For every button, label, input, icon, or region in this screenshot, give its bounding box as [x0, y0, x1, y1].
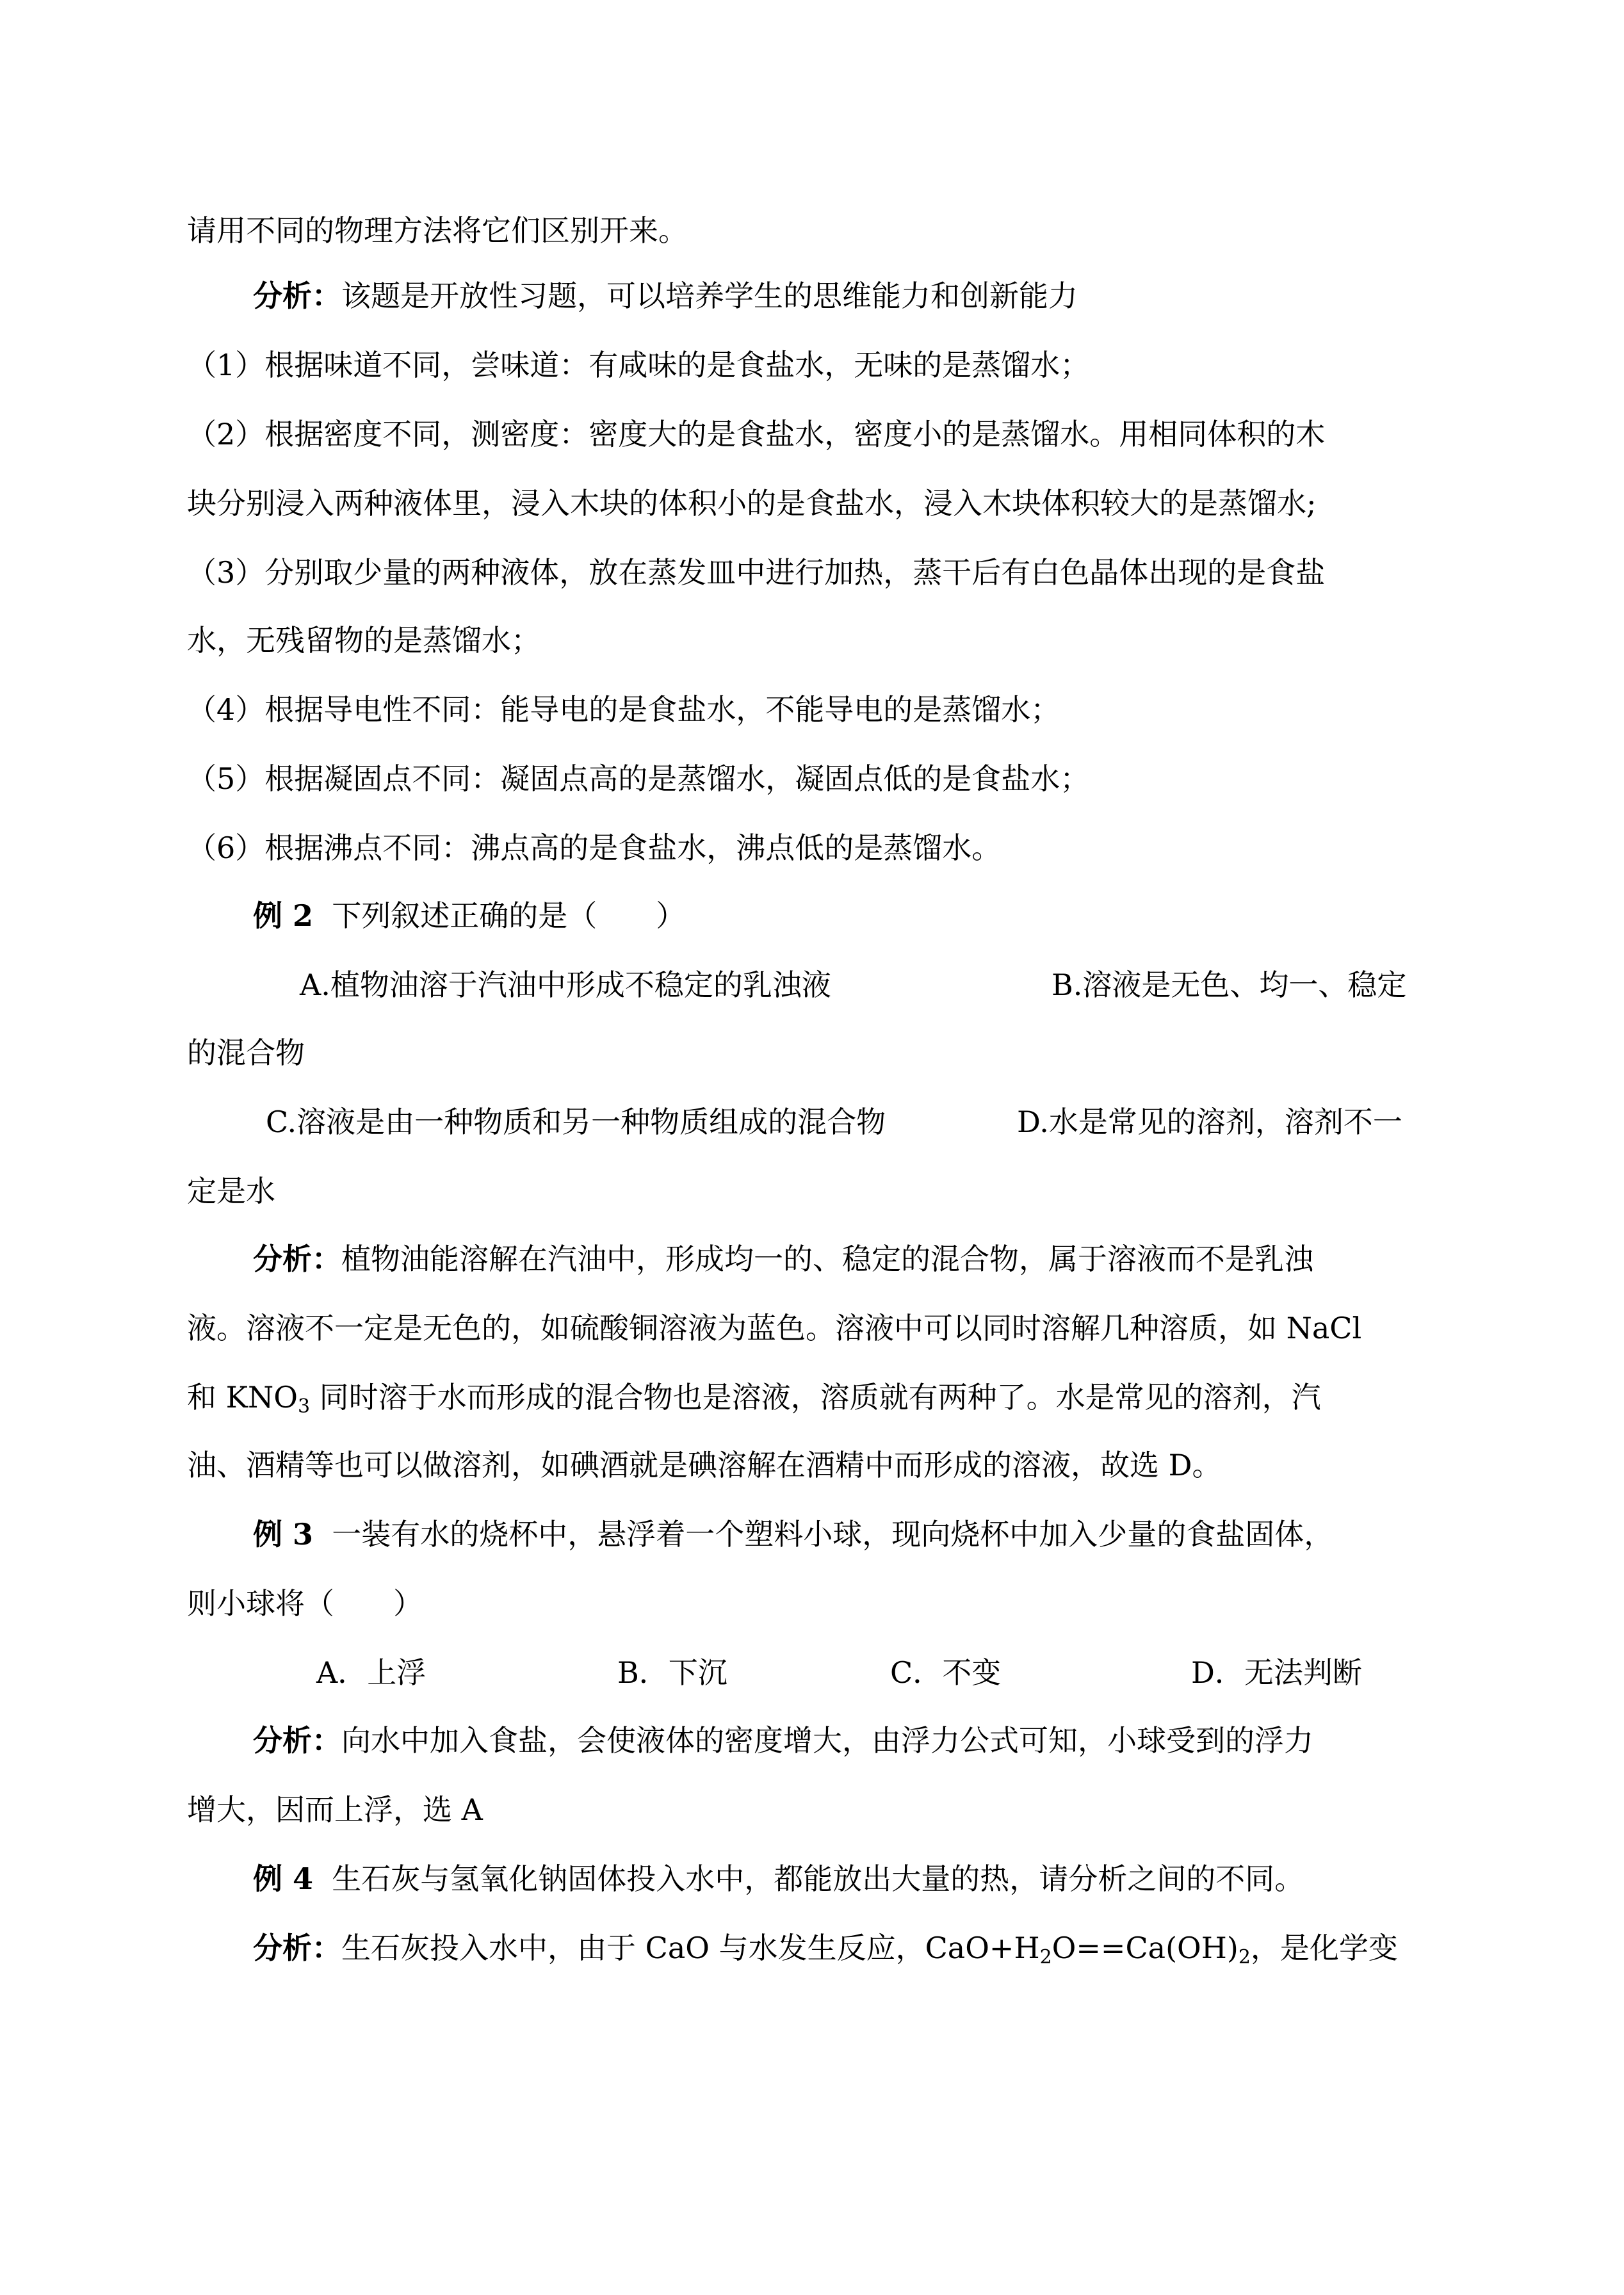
- text-line: 液。溶液不一定是无色的，如硫酸铜溶液为蓝色。溶液中可以同时溶解几种溶质，如 NaCl: [187, 1311, 1362, 1345]
- option-a: A．上浮: [316, 1655, 426, 1690]
- subscript: 2: [1238, 1946, 1251, 1968]
- analysis-paragraph: 分析：植物油能溶解在汽油中，形成均一的、稳定的混合物，属于溶液而不是乳浊: [253, 1242, 1313, 1276]
- option-b: B.溶液是无色、均一、稳定: [1052, 968, 1407, 1002]
- text-line: 增大，因而上浮，选 A: [187, 1792, 483, 1827]
- text-line: 定是水: [187, 1174, 275, 1208]
- example-3-label: 例 3: [253, 1517, 314, 1552]
- example-4-label: 例 4: [253, 1861, 314, 1896]
- example-2-question: 例 2 下列叙述正确的是（ ）: [253, 898, 686, 933]
- analysis-label: 分析：: [253, 279, 341, 313]
- option-b: B．下沉: [617, 1655, 727, 1690]
- text-line: 油、酒精等也可以做溶剂，如碘酒就是碘溶解在酒精中而形成的溶液，故选 D。: [187, 1448, 1222, 1482]
- option-d: D.水是常见的溶剂，溶剂不一: [1017, 1105, 1402, 1139]
- text-line: （6）根据沸点不同：沸点高的是食盐水，沸点低的是蒸馏水。: [187, 831, 1002, 865]
- example-4-question: 例 4 生石灰与氢氧化钠固体投入水中，都能放出大量的热，请分析之间的不同。: [253, 1861, 1304, 1896]
- text-line: 的混合物: [187, 1035, 305, 1070]
- text-line: 水，无残留物的是蒸馏水；: [187, 623, 540, 658]
- subscript: 2: [1039, 1946, 1052, 1968]
- analysis-paragraph: 分析：该题是开放性习题，可以培养学生的思维能力和创新能力: [253, 279, 1078, 313]
- analysis-label: 分析：: [253, 1242, 341, 1276]
- text-line: 请用不同的物理方法将它们区别开来。: [187, 213, 688, 248]
- option-c: C.溶液是由一种物质和另一种物质组成的混合物: [266, 1105, 886, 1139]
- subscript: 3: [297, 1395, 311, 1418]
- text-line: （4）根据导电性不同：能导电的是食盐水，不能导电的是蒸馏水；: [187, 692, 1060, 727]
- option-a: A.植物油溶于汽油中形成不稳定的乳浊液: [300, 968, 831, 1002]
- option-d: D．无法判断: [1191, 1655, 1362, 1690]
- example-2-label: 例 2: [253, 898, 314, 933]
- option-c: C．不变: [890, 1655, 1002, 1690]
- analysis-label: 分析：: [253, 1723, 341, 1758]
- text-line: 块分别浸入两种液体里，浸入木块的体积小的是食盐水，浸入木块体积较大的是蒸馏水;: [187, 486, 1317, 521]
- text-line: （1）根据味道不同，尝味道：有咸味的是食盐水，无味的是蒸馏水；: [187, 348, 1090, 382]
- analysis-label: 分析：: [253, 1931, 341, 1965]
- analysis-paragraph: 分析：向水中加入食盐，会使液体的密度增大，由浮力公式可知，小球受到的浮力: [253, 1723, 1313, 1758]
- text-line: （3）分别取少量的两种液体，放在蒸发皿中进行加热，蒸干后有白色晶体出现的是食盐: [187, 555, 1326, 590]
- analysis-paragraph: 分析：生石灰投入水中，由于 CaO 与水发生反应，$CaO+H_2O==Ca(OH)_2$，是化学变: [253, 1931, 1398, 1968]
- text-line: （5）根据凝固点不同：凝固点高的是蒸馏水，凝固点低的是食盐水；: [187, 761, 1090, 796]
- text-line: 则小球将（ ）: [187, 1586, 423, 1621]
- text-line: 和 $KNO_3$ 同时溶于水而形成的混合物也是溶液，溶质就有两种了。水是常见的溶剂，汽: [187, 1380, 1321, 1418]
- text-line: （2）根据密度不同，测密度：密度大的是食盐水，密度小的是蒸馏水。用相同体积的木: [187, 417, 1326, 451]
- example-3-question: 例 3 一装有水的烧杯中，悬浮着一个塑料小球，现向烧杯中加入少量的食盐固体，: [253, 1517, 1334, 1552]
